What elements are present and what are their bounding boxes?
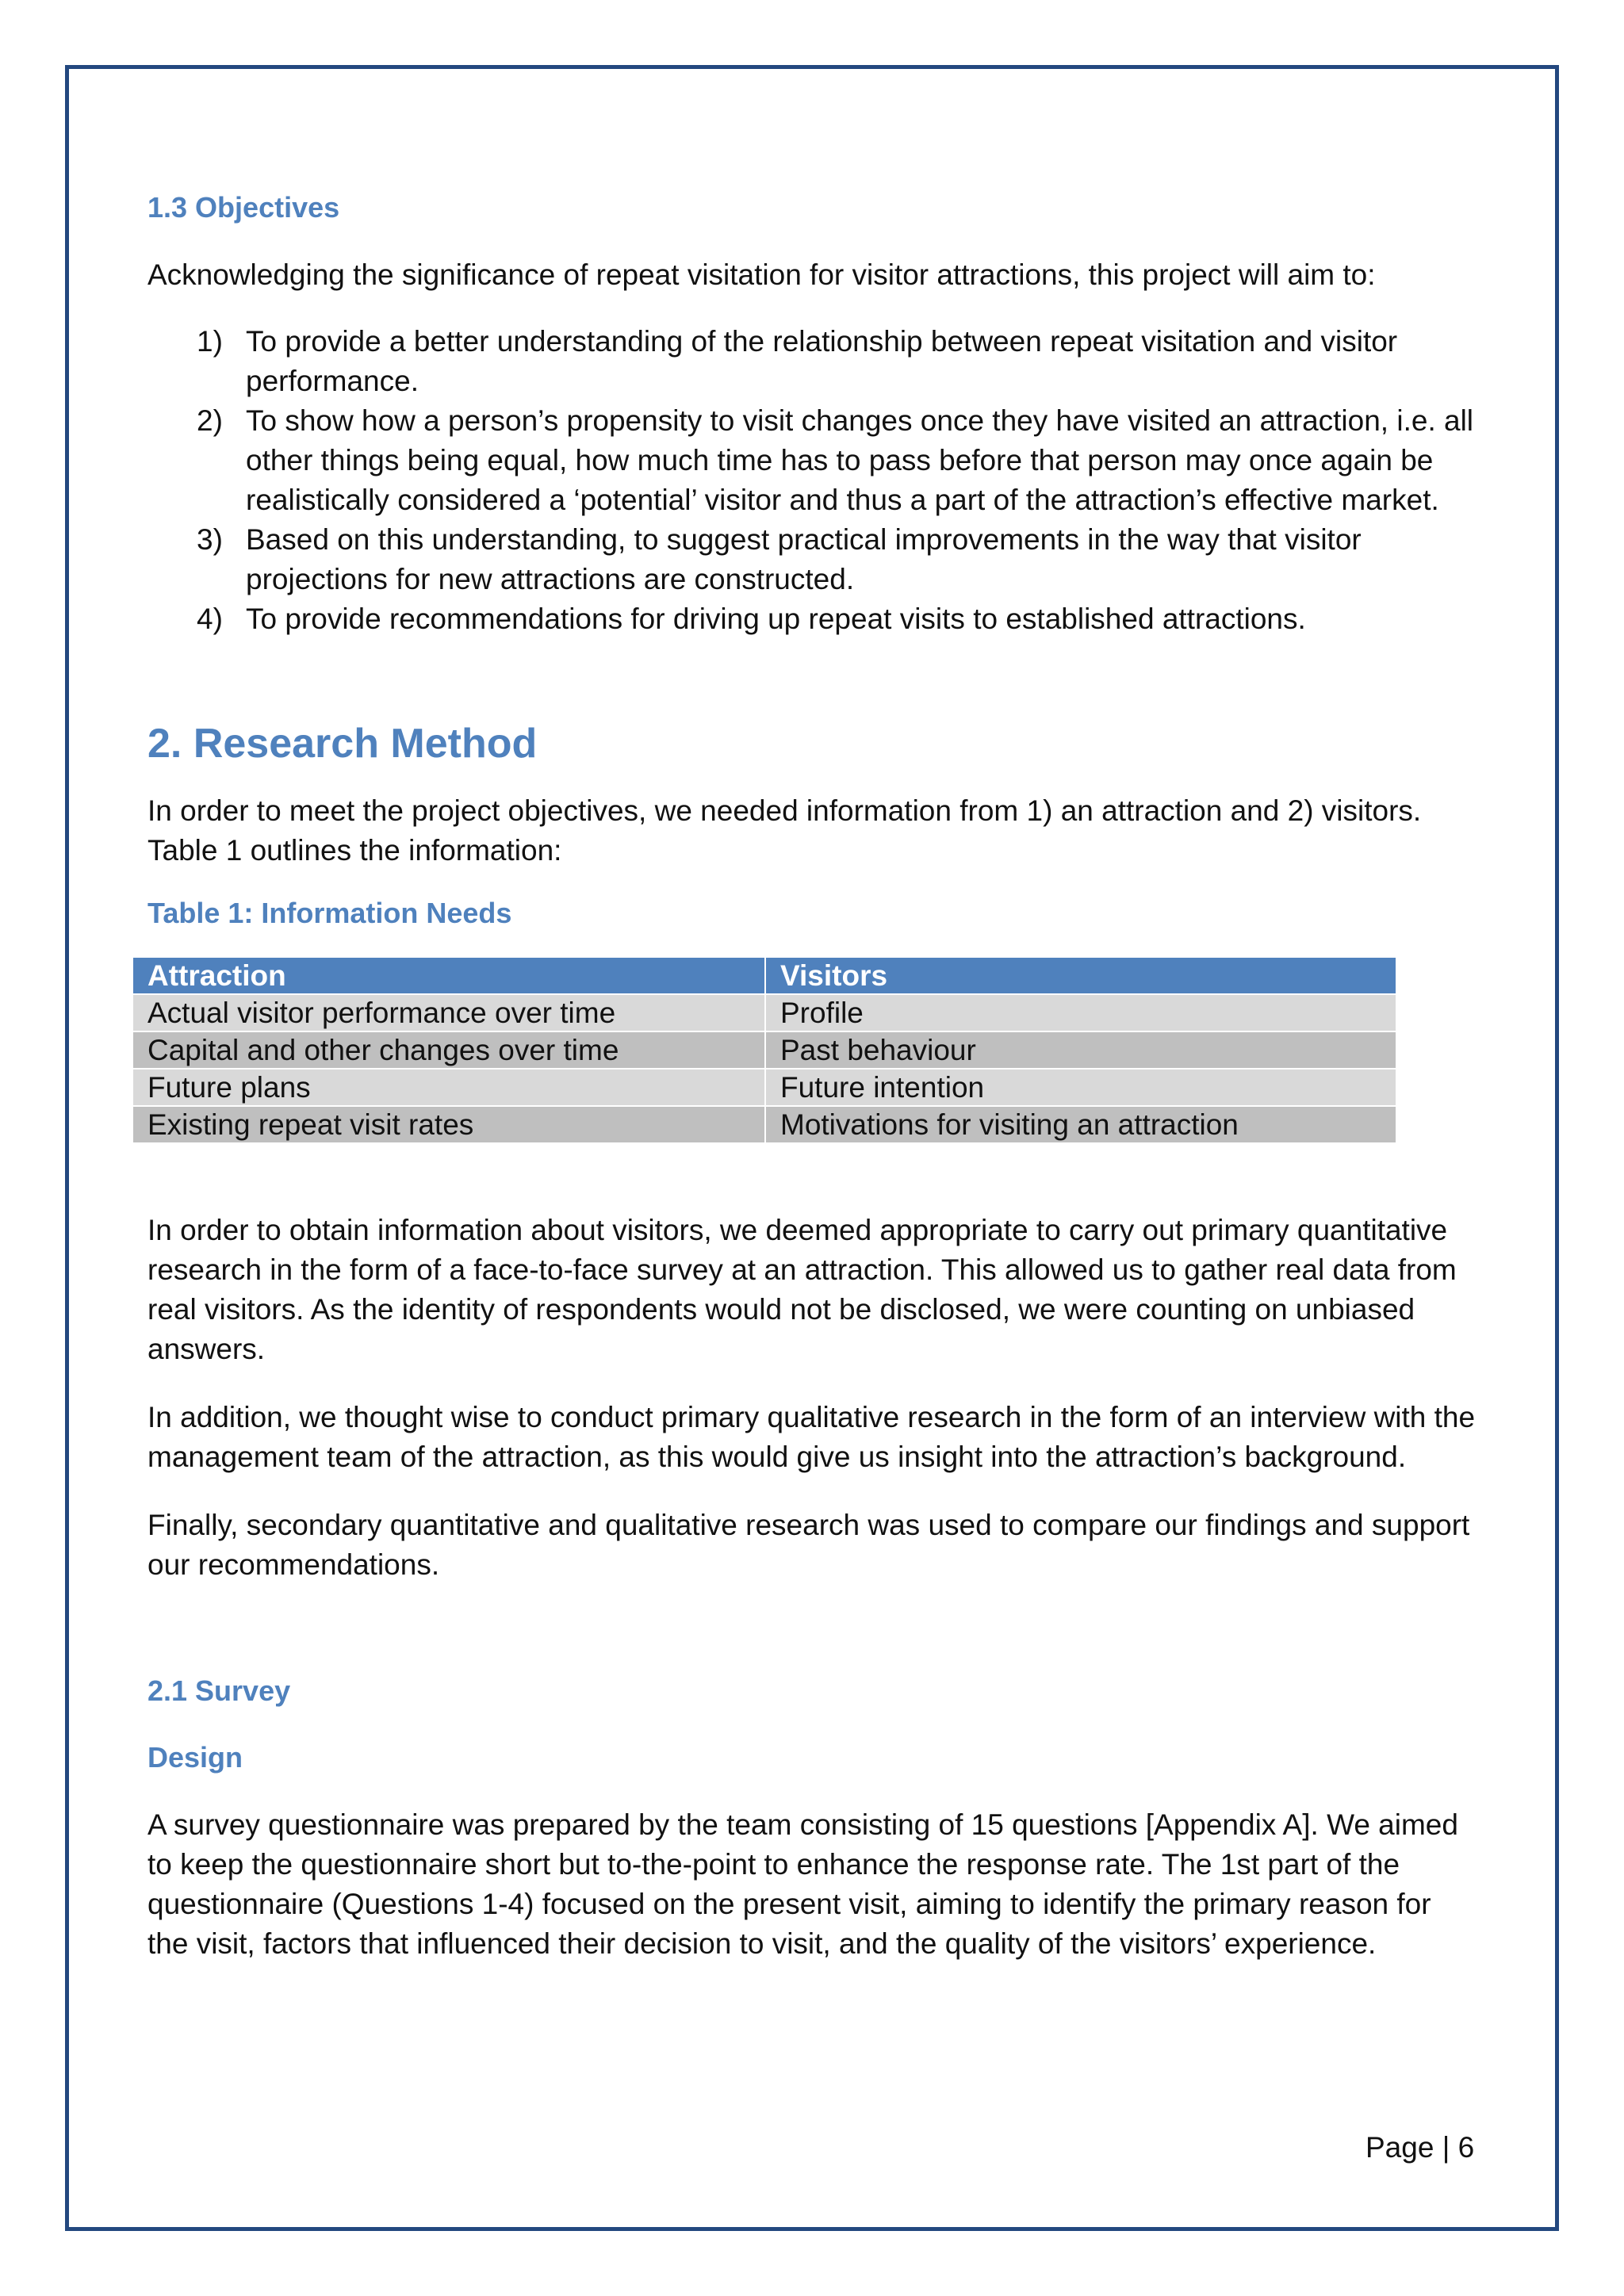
interview-paragraph: In addition, we thought wise to conduct primary qualitative research in the form of an interview with the management team of the attraction, as this would give us insight into the attraction’s background.	[147, 1401, 1476, 1473]
list-text: Based on this understanding, to suggest practical improvements in the way that visitor projections for new attractions are constructed.	[246, 523, 1362, 595]
table-row	[133, 995, 1396, 1032]
list-item	[147, 520, 1480, 599]
table-cell: Motivations for visiting an attraction	[764, 1107, 1396, 1144]
list-item	[147, 401, 1480, 520]
objectives-intro: Acknowledging the significance of repeat visitation for visitor attractions, this project will aim to:	[147, 258, 1376, 291]
table-cell: Actual visitor performance over time	[133, 995, 764, 1032]
table-cell: Profile	[764, 995, 1396, 1032]
page-number: Page | 6	[1365, 2131, 1475, 2164]
page-content	[147, 190, 1480, 1964]
table-caption: Table 1: Information Needs	[147, 897, 512, 929]
table-cell: Capital and other changes over time	[133, 1032, 764, 1070]
research-method-intro: In order to meet the project objectives, we needed information from 1) an attraction and 2) visitors. Table 1 outlines the information:	[147, 794, 1422, 867]
column-header-attraction: Attraction	[133, 958, 764, 995]
secondary-research-paragraph: Finally, secondary quantitative and qualitative research was used to compare our findings and support our recommendations.	[147, 1509, 1470, 1581]
section-2-1-heading: 2.1 Survey	[147, 1674, 291, 1707]
list-text: To provide a better understanding of the relationship between repeat visitation and visitor performance.	[246, 325, 1398, 397]
table-row	[133, 1107, 1396, 1144]
survey-rationale-paragraph: In order to obtain information about visitors, we deemed appropriate to carry out primary quantitative research in the form of a face-to-face survey at an attraction. This allowed us to gather real data from real visitors. As the identity of respondents would not be disclosed, we were counting on unbiased answers.	[147, 1214, 1457, 1365]
list-text: To provide recommendations for driving up repeat visits to established attractions.	[246, 603, 1306, 635]
table-row	[133, 1070, 1396, 1107]
table-cell: Past behaviour	[764, 1032, 1396, 1070]
list-number: 4)	[197, 603, 223, 635]
design-subheading: Design	[147, 1741, 243, 1774]
list-item	[147, 322, 1480, 401]
table-cell: Future plans	[133, 1070, 764, 1107]
list-text: To show how a person’s propensity to visit changes once they have visited an attraction, i.e. all other things being equal, how much time has to pass before that person may once again be realistically considered a ‘potential’ visitor and thus a part of the attraction’s effective market.	[246, 404, 1474, 516]
design-paragraph: A survey questionnaire was prepared by the team consisting of 15 questions [Appendix A]. We aimed to keep the questionnaire short but to-the-point to enhance the response rate. The 1st part of the questionnaire (Questions 1-4) focused on the present visit, aiming to identify the primary reason for the visit, factors that influenced their decision to visit, and the quality of the visitors’ experience.	[147, 1808, 1458, 1960]
table-header-row	[133, 958, 1396, 995]
list-number: 1)	[197, 325, 223, 358]
table-cell: Future intention	[764, 1070, 1396, 1107]
information-needs-table	[133, 958, 1396, 1144]
objectives-list	[147, 322, 1480, 639]
list-number: 2)	[197, 404, 223, 437]
list-item	[147, 599, 1480, 639]
section-1-3-heading: 1.3 Objectives	[147, 191, 340, 224]
list-number: 3)	[197, 523, 223, 556]
table-cell: Existing repeat visit rates	[133, 1107, 764, 1144]
table-row	[133, 1032, 1396, 1070]
column-header-visitors: Visitors	[764, 958, 1396, 995]
section-2-heading: 2. Research Method	[147, 721, 538, 767]
